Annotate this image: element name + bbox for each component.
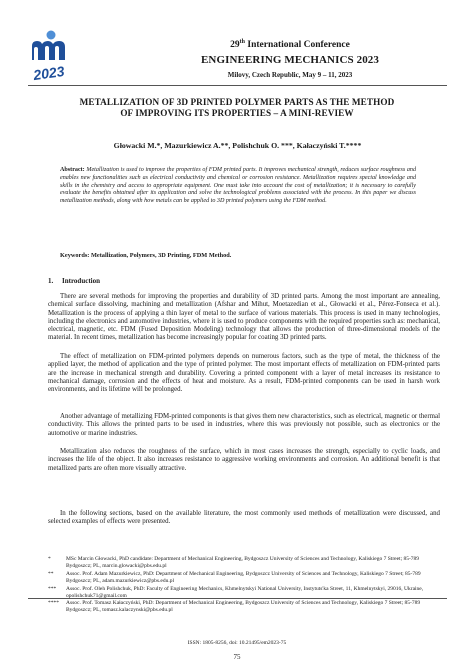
conference-place-date: Milovy, Czech Republic, May 9 – 11, 2023 bbox=[227, 71, 353, 79]
abstract-label: Abstract: bbox=[60, 167, 85, 173]
footnote-text: Assoc. Prof. Adam Mazurkiewicz, PhD: Department of Mechanical Engineering, Bydgoszcz University of Sciences and Technology, Kaliskiego 7 Street; 85-789 Bydgoszcz; PL, adam.mazurkiewicz@pbs.edu.pl bbox=[66, 570, 421, 584]
footnote bbox=[48, 571, 440, 585]
body-paragraph: The effect of metallization on FDM-printed polymers depends on numerous factors, such as the type of metal, the thickness of the applied layer, the method of application and the type of printed polymer. The most important effects of metallization on FDM-printed parts are the increase in mechanical strength and durability. Covering a printed component with a layer of metal increases its resistance to mechanical damage, corrosion and the effects of heat and moisture. As a result, FDM-printed components can be used in harsh work environments, and its lifetime will be prolonged. bbox=[48, 353, 440, 394]
section-heading bbox=[48, 277, 100, 285]
logo-year: 2023 bbox=[32, 62, 66, 84]
conference-logo bbox=[28, 30, 74, 86]
issn-doi: ISSN: 1805-8256, doi: 10.21495/em2023-75 bbox=[187, 640, 287, 646]
paper-title: METALLIZATION OF 3D PRINTED POLYMER PARTS AS THE METHOD OF IMPROVING ITS PROPERTIES – A MINI-REVIEW bbox=[79, 97, 395, 118]
abstract-text: Metallization is used to improve the properties of FDM printed parts. It improves mechanical strength, reduces surface roughness and enables new functionalities such as electrical conductivity and chemical or corrosion resistance. Metallization requires special knowledge and skills in the chemistry and access to appropriate equipment. One must take into account the cost of metallization; it is necessary to carefully evaluate the benefits obtained after its application and solve the technological problems associated with the process. In this paper we discuss metallization methods, along with how metals can be applied to 3D printed polymers using the FDM method. bbox=[60, 167, 416, 205]
body-paragraph: There are several methods for improving the properties and durability of 3D printed parts. Among the most important are annealing, chemical surface dissolving, machining and metallization (Afshar and Mihut, Moetazedian et al., Głowacki et al., Pérez-Fonseca et al.). Metallization is the process of applying a thin layer of metal to the surface of various materials. This process is used in many technologies, including the electronics and automotive industries, where it is used to produce components with the required properties such as: mechanical, electrical, magnetic, etc. FDM (Fused Deposition Modeling) technology that allows the production of three-dimensional models of the material. In recent times, metallization has become increasingly popular for coating 3D printed parts. bbox=[48, 293, 440, 342]
header-divider bbox=[28, 85, 447, 86]
footnote-mark: *** bbox=[48, 585, 57, 592]
footnote-mark: ** bbox=[48, 570, 54, 577]
footnote-mark: * bbox=[48, 556, 51, 562]
abstract bbox=[60, 167, 416, 206]
section-number: 1. bbox=[48, 277, 54, 285]
body-paragraph: Another advantage of metallizing FDM-printed components is that gives them new characteristics, such as electrical, magnetic or thermal conductivity. This allows the printed parts to be used in industries, where this was previously not possible, such as electronics or the automotive or marine industries. bbox=[48, 413, 440, 437]
footer-divider bbox=[28, 598, 447, 599]
keywords: Keywords: Metallization, Polymers, 3D Printing, FDM Method. bbox=[60, 252, 232, 259]
footnotes bbox=[48, 556, 440, 615]
paper-authors: Głowacki M.*, Mazurkiewicz A.**, Polishchuk O. ***, Kałaczyński T.**** bbox=[113, 141, 362, 150]
footnote bbox=[48, 600, 440, 614]
conference-title: 29th International Conference bbox=[230, 39, 350, 51]
body-paragraph: Metallization also reduces the roughness of the surface, which in most cases increases the strength, especially to cyclic loads, and increases the life of the object. It also increases resistance to aggressive working environments and corrosion. An additional benefit is that metallized parts are often more visually attractive. bbox=[48, 448, 440, 472]
body-paragraph: In the following sections, based on the available literature, the most commonly used methods of metallization were discussed, and selected examples of effects were presented. bbox=[48, 510, 440, 526]
footnote-mark: **** bbox=[48, 600, 59, 607]
page-number: 75 bbox=[233, 653, 241, 661]
footnote-text: Assoc. Prof. Oleh Polishchuk, PhD: Faculty of Engineering Mechanics, Khmelnytskyi National University, Instytuts'ka Street, 11, Khmelnytskyi, 29016, Ukraine, opolishchuk71@gmail.com bbox=[66, 585, 424, 599]
logo-m-glyph bbox=[32, 41, 65, 60]
footnote-text: MSc Marcin Głowacki, PhD candidate: Department of Mechanical Engineering, Bydgoszcz University of Sciences and Technology, Kaliskiego 7 Street; 85-789 Bydgoszcz; PL, marcin.glowacki@pbs.edu.pl bbox=[66, 556, 420, 569]
conference-name: ENGINEERING MECHANICS 2023 bbox=[200, 54, 379, 66]
footnote bbox=[48, 556, 440, 570]
section-title: Introduction bbox=[62, 277, 100, 285]
footnote-text: Assoc. Prof. Tomasz Kałaczyński, PhD: Department of Mechanical Engineering, Bydgoszcz University of Sciences and Technology, Kaliskiego 7 Street; 85-789 Bydgoszcz; PL, tomasz.kalaczynski@pbs.edu.pl bbox=[66, 600, 421, 614]
logo-dot-icon bbox=[47, 31, 56, 40]
